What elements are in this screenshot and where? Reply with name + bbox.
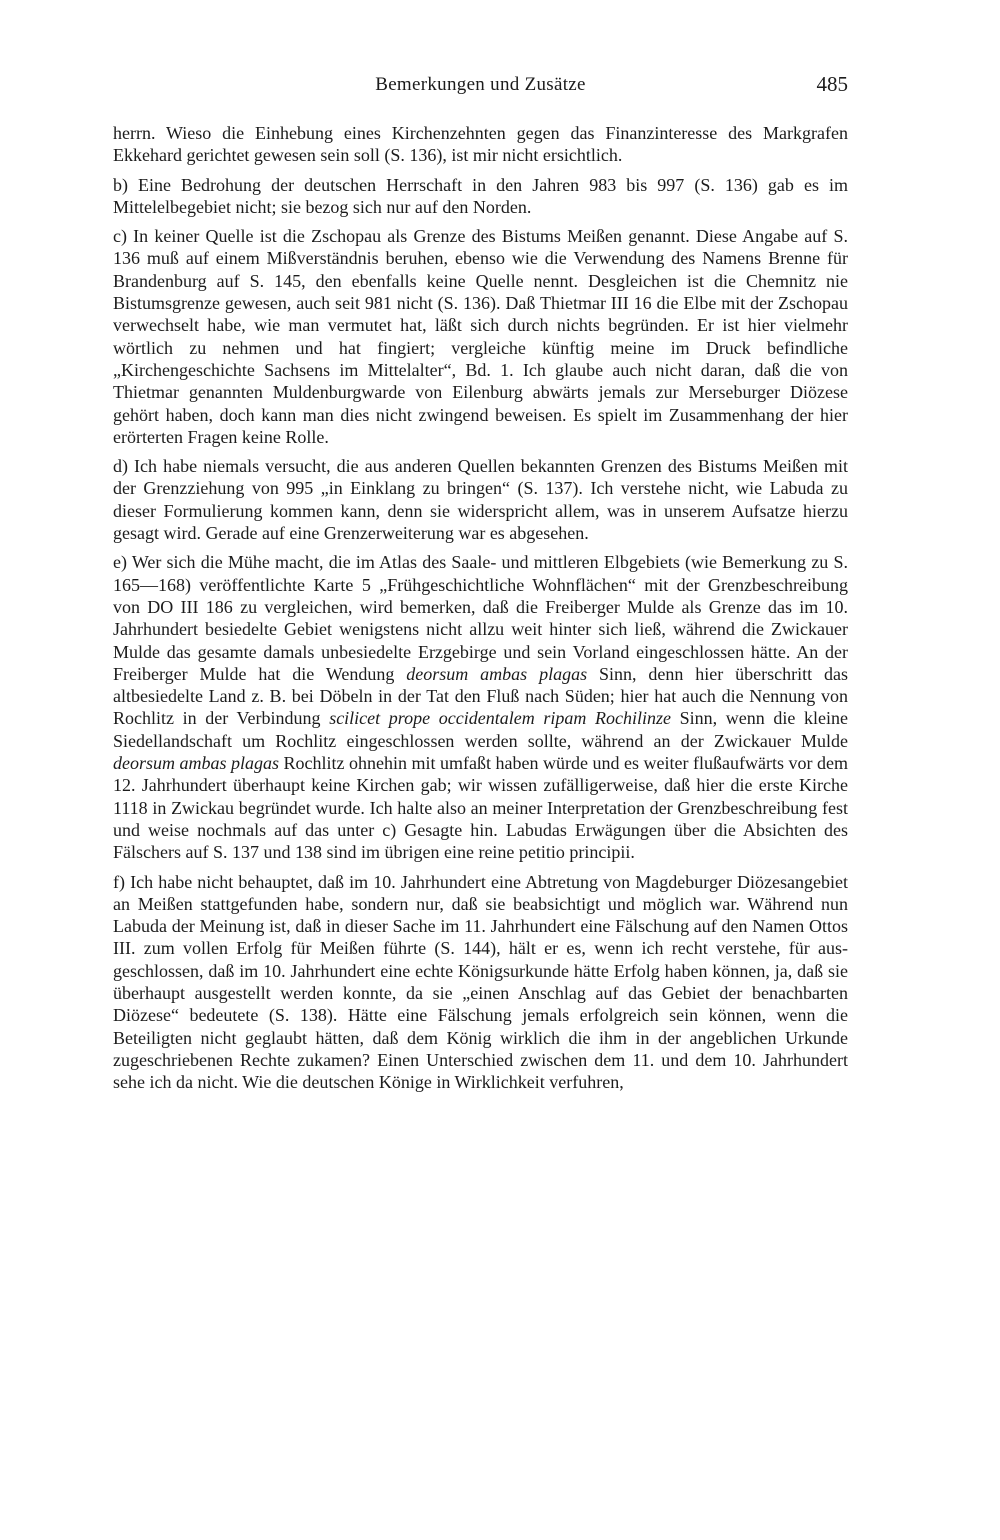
text-run: Rochlitz ohnehin mit umfaßt haben würde und es weiter flußaufwärts vor dem 12. Jahrhundert überhaupt keine Kirchen gab; wir wissen zufälligerweise, daß hier die erste Kirche 1118 in Zwickau begründet wurde. Ich halte also an meiner Interpretation der Grenzbeschreibung fest und weise nochmals auf das unter c) Gesagte hin. Labudas Erwägungen über die Absichten des Fälschers auf S. 137 und 138 sind im übrigen eine reine petitio principii.: [113, 753, 848, 863]
latin-phrase: scilicet prope occidentalem ripam Rochilinze: [329, 708, 671, 729]
text-run: herrn. Wieso die Einhebung eines Kirchenzehnten gegen das Finanzinteresse des Markgrafen Ekkehard gerichtet gewesen sein soll (S. 136), ist mir nicht ersichtlich.: [113, 123, 848, 166]
text-run: b) Eine Bedrohung der deutschen Herrschaft in den Jahren 983 bis 997 (S. 136) gab es im Mittelelbegebiet nicht; sie bezog sich nur auf den Norden.: [113, 174, 848, 217]
text-run: d) Ich habe niemals versucht, die aus anderen Quellen bekannten Grenzen des Bistums Meißen mit der Grenzziehung von 995 „in Einklang zu bringen“ (S. 137). Ich verstehe nicht, wie Labuda zu dieser Formulierung kommen kann, denn sie widerspricht allem, was in unserem Aufsatze hierzu gesagt wird. Gerade auf eine Grenzerweiterung war es abgesehen.: [113, 456, 848, 544]
paragraph-continuation: [113, 122, 848, 167]
text-run: Sinn, denn hier überschritt das altbesiedelte Land z. B. bei Döbeln in der Tat den Fluß nach Süden; hier hat auch die Nennung von Rochlitz in der Verbindung: [113, 663, 848, 729]
running-head: Bemerkungen und Zusätze: [375, 74, 586, 95]
paragraph-b: [113, 174, 848, 219]
latin-phrase: deorsum ambas plagas: [113, 753, 280, 774]
page-header: [113, 70, 848, 104]
text-run: e) Wer sich die Mühe macht, die im Atlas des Saale- und mittleren Elbgebiets (wie Bemerkung zu S. 165—168) veröffentlichte Karte 5 „Frühgeschichtliche Wohnflächen“ mit der Grenzbeschreibung von DO III 186 zu vergleichen, wird bemerken, daß die Freiberger Mulde als Grenze das im 10. Jahrhundert besiedelte Gebiet wenigstens nicht allzu weit hinter sich ließ, während die Zwickauer Mulde das gesamte damals unbesiedelte Erzgebirge und sein Vorland eingeschlossen hätte. An der Freiberger Mulde hat die Wendung: [113, 552, 848, 684]
paragraph-f: [113, 871, 848, 1094]
paragraph-e: [113, 551, 848, 863]
text-run: f) Ich habe nicht behauptet, daß im 10. Jahrhundert eine Abtretung von Magdeburger Diözesangebiet an Meißen stattgefunden habe, sondern nur, daß sie beabsichtigt und möglich war. Während nun Labuda der Meinung ist, daß in dieser Sache im 11. Jahrhundert eine Fälschung auf den Namen Ottos III. zum vollen Erfolg für Meißen führte (S. 144), hält er es, wenn ich recht verstehe, für ausgeschlossen, daß im 10. Jahrhundert eine echte Königsurkunde hätte Erfolg haben können, ja, daß sie überhaupt ausgestellt werden konnte, da sie „einen Anschlag auf das Gebiet der benachbarten Diözese“ bedeutete (S. 138). Hätte eine Fälschung jemals erfolgreich sein können, wenn die Beteiligten nicht geglaubt hätten, daß dem König wirklich die ihm in der angeblichen Urkunde zugeschriebenen Rechte zukamen? Einen Unterschied zwischen dem 11. und dem 10. Jahrhundert sehe ich da nicht. Wie die deutschen Könige in Wirklichkeit verfuhren,: [113, 871, 848, 1093]
latin-phrase: deorsum ambas plagas: [406, 663, 588, 684]
text-run: c) In keiner Quelle ist die Zschopau als Grenze des Bistums Meißen genannt. Diese Angabe auf S. 136 muß auf einem Mißverständnis beruhen, ebenso wie die Verwendung des Namens Brenne für Brandenburg auf S. 145, den ebenfalls keine Quelle nennt. Desgleichen ist die Chemnitz nie Bistumsgrenze gewesen, auch seit 981 nicht (S. 136). Daß Thietmar III 16 die Elbe mit der Zschopau verwechselt habe, wie man vermutet hat, läßt sich durch nichts begründen. Er ist hier vielmehr wörtlich zu nehmen und hat fingiert; vergleiche künftig meine im Druck befindliche „Kirchengeschichte Sachsens im Mittelalter“, Bd. 1. Ich glaube auch nicht daran, daß die von Thietmar genannten Muldenburgwarde von Eilenburg abwärts jemals zur Merseburger Diözese gehört haben, doch kann man dies nicht zwingend beweisen. Es spielt im Zusammenhang der hier erörterten Fragen keine Rolle.: [113, 226, 848, 447]
body-text: [113, 122, 848, 1100]
page-number: 485: [816, 72, 848, 96]
paragraph-d: [113, 455, 848, 544]
text-run: Sinn, wenn die kleine Siedellandschaft um Rochlitz eingeschlossen werden sollte, während an der Zwickauer Mulde: [113, 708, 848, 751]
paragraph-c: [113, 225, 848, 448]
